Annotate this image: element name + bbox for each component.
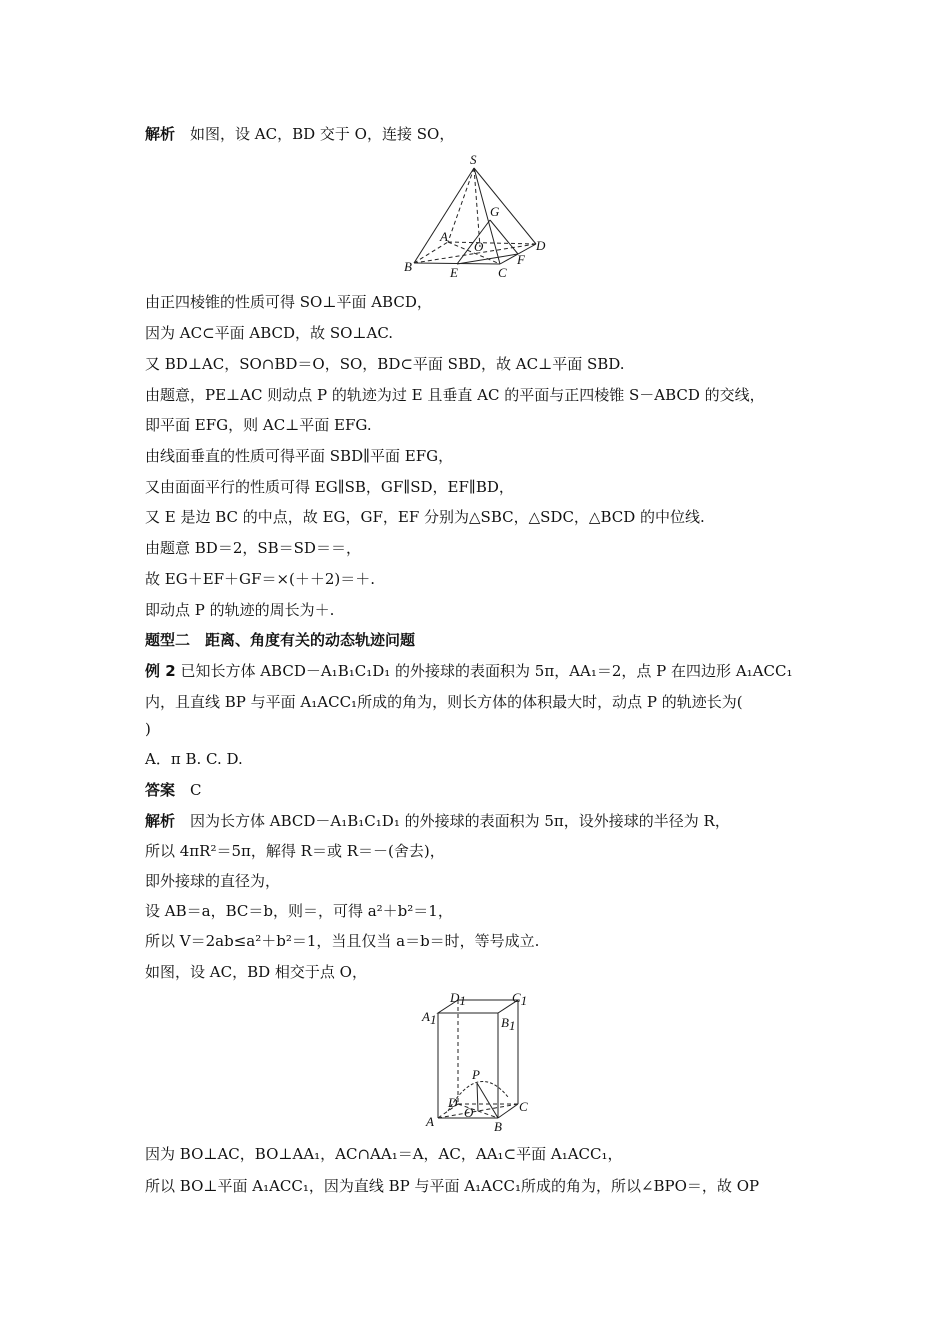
- line-6: 即平面 EFG，则 AC⊥平面 EFG.: [145, 416, 372, 434]
- line-10: 由题意 BD＝2，SB＝SD＝＝，: [145, 539, 361, 557]
- label-analysis-2: 解析: [145, 812, 176, 830]
- line-4: 又 BD⊥AC，SO∩BD＝O，SO，BD⊂平面 SBD，故 AC⊥平面 SBD.: [145, 355, 625, 373]
- figure-box: [420, 990, 540, 1135]
- fig1-label-D: D: [536, 238, 546, 253]
- line-12: 即动点 P 的轨迹的周长为＋.: [145, 601, 335, 619]
- fig1-label-A: A: [440, 229, 448, 244]
- line-14: 例 2 已知长方体 ABCD－A₁B₁C₁D₁ 的外接球的表面积为 5π，AA₁＝2，点 P 在四边形 A₁ACC₁: [145, 662, 793, 680]
- line-options: A．π B. C. D.: [145, 750, 243, 768]
- line-23: 所以 V＝2ab≤a²＋b²＝1，当且仅当 a＝b＝时，等号成立.: [145, 932, 540, 950]
- line-26: 所以 BO⊥平面 A₁ACC₁，因为直线 BP 与平面 A₁ACC₁所成的角为，所以∠BPO＝，故 OP: [145, 1177, 760, 1195]
- fig2-label-O: O: [464, 1105, 474, 1120]
- fig1-label-C: C: [498, 265, 507, 280]
- label-example: 例 2: [145, 662, 176, 680]
- line-20: 所以 4πR²＝5π，解得 R＝或 R＝－(舍去)，: [145, 842, 445, 860]
- fig2-label-C1: C1: [512, 990, 528, 1008]
- label-analysis: 解析: [145, 125, 176, 143]
- line-2: 由正四棱锥的性质可得 SO⊥平面 ABCD，: [145, 293, 432, 311]
- fig2-label-B: B: [494, 1119, 502, 1134]
- line-22: 设 AB＝a，BC＝b，则＝，可得 a²＋b²＝1，: [145, 902, 453, 920]
- line-19: 解析 因为长方体 ABCD－A₁B₁C₁D₁ 的外接球的表面积为 5π，设外接球的半径为 R，: [145, 812, 730, 830]
- fig1-label-F: F: [517, 252, 525, 267]
- line-7: 由线面垂直的性质可得平面 SBD∥平面 EFG，: [145, 447, 454, 465]
- pyramid-diagram: [400, 150, 560, 280]
- line-answer: 答案 C: [145, 781, 202, 799]
- line-9: 又 E 是边 BC 的中点，故 EG，GF，EF 分别为△SBC，△SDC，△BCD 的中位线.: [145, 508, 705, 526]
- fig2-label-D1: D1: [450, 990, 466, 1008]
- box-diagram: [420, 990, 540, 1135]
- line-16: ): [145, 720, 151, 738]
- fig2-label-A: A: [426, 1114, 434, 1129]
- line-15: 内，且直线 BP 与平面 A₁ACC₁所成的角为，则长方体的体积最大时，动点 P 的轨迹长为(: [145, 693, 743, 711]
- fig1-label-B: B: [404, 259, 412, 274]
- line-11: 故 EG＋EF＋GF＝×(＋＋2)＝＋.: [145, 570, 376, 588]
- figure-pyramid: [400, 150, 560, 280]
- fig2-label-A1: A1: [422, 1009, 437, 1027]
- line-3: 因为 AC⊂平面 ABCD，故 SO⊥AC.: [145, 324, 394, 342]
- fig2-label-C: C: [519, 1099, 528, 1114]
- line-1: 解析 如图，设 AC，BD 交于 O，连接 SO，: [145, 125, 455, 143]
- section-heading: 题型二 距离、角度有关的动态轨迹问题: [145, 631, 416, 649]
- fig1-label-O: O: [474, 239, 484, 254]
- line-5: 由题意，PE⊥AC 则动点 P 的轨迹为过 E 且垂直 AC 的平面与正四棱锥 S－ABCD 的交线，: [145, 386, 765, 404]
- fig2-label-D: D: [448, 1095, 458, 1110]
- line-25: 因为 BO⊥AC，BO⊥AA₁，AC∩AA₁＝A，AC，AA₁⊂平面 A₁ACC₁，: [145, 1145, 623, 1163]
- fig1-label-E: E: [450, 265, 458, 280]
- line-8: 又由面面平行的性质可得 EG∥SB，GF∥SD，EF∥BD，: [145, 478, 514, 496]
- line-21: 即外接球的直径为，: [145, 872, 281, 890]
- label-answer: 答案: [145, 781, 176, 799]
- fig2-label-P: P: [472, 1067, 480, 1082]
- fig1-label-S: S: [470, 152, 477, 167]
- fig1-label-G: G: [490, 204, 500, 219]
- line-24: 如图，设 AC，BD 相交于点 O，: [145, 963, 367, 981]
- fig2-label-B1: B1: [501, 1015, 516, 1033]
